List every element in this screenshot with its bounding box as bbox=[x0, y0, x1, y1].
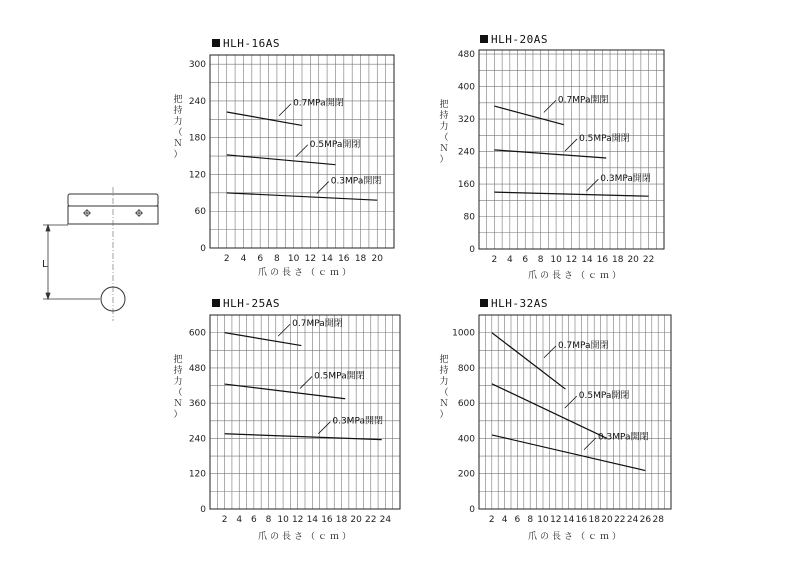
x-tick-label: 14 bbox=[562, 515, 575, 525]
x-tick-label: 16 bbox=[575, 515, 588, 525]
series-leader-line bbox=[317, 182, 329, 194]
plot-frame bbox=[210, 315, 400, 509]
x-tick-label: 16 bbox=[321, 515, 333, 525]
x-tick-label: 18 bbox=[588, 515, 600, 525]
series-leader-line bbox=[318, 422, 330, 434]
y-tick-label: 800 bbox=[457, 363, 475, 374]
series-line bbox=[225, 384, 346, 399]
y-tick-label: 320 bbox=[457, 115, 475, 126]
chart-title bbox=[212, 37, 280, 50]
series-label: 0.5MPa開閉 bbox=[578, 391, 630, 402]
y-tick-label: 160 bbox=[457, 180, 475, 191]
series-line bbox=[225, 434, 382, 440]
x-tick-label: 20 bbox=[350, 515, 362, 525]
x-tick-label: 4 bbox=[236, 515, 243, 525]
x-tick-label: 28 bbox=[652, 515, 664, 525]
y-axis-label-char: 持 bbox=[439, 366, 449, 376]
y-axis-label-char: 持 bbox=[173, 106, 183, 116]
chart-title-text: HLH-32AS bbox=[491, 297, 548, 310]
y-axis-label-char: （ bbox=[173, 388, 183, 398]
x-axis-label: 爪の長さ（ｃｍ） bbox=[258, 268, 355, 278]
series-label: 0.5MPa開閉 bbox=[314, 371, 365, 382]
series-label: 0.7MPa開閉 bbox=[557, 95, 609, 106]
series-label: 0.3MPa開閉 bbox=[330, 176, 382, 187]
x-tick-label: 6 bbox=[250, 515, 257, 525]
y-axis-label-char: 持 bbox=[439, 111, 449, 121]
series-line bbox=[492, 435, 646, 471]
x-axis-label: 爪の長さ（ｃｍ） bbox=[528, 532, 625, 542]
series-label: 0.3MPa開閉 bbox=[597, 432, 649, 443]
x-tick-label: 16 bbox=[338, 254, 350, 264]
x-tick-label: 12 bbox=[304, 254, 317, 264]
x-tick-label: 2 bbox=[221, 515, 228, 525]
series-label: 0.7MPa開閉 bbox=[292, 319, 343, 330]
series-label: 0.5MPa開閉 bbox=[579, 133, 630, 144]
y-tick-label: 200 bbox=[457, 469, 475, 480]
chart-title-text: HLH-16AS bbox=[223, 37, 280, 50]
x-tick-label: 18 bbox=[335, 515, 348, 525]
plot-frame bbox=[479, 315, 671, 509]
y-axis-label-char: （ bbox=[439, 388, 449, 398]
x-tick-label: 10 bbox=[277, 515, 289, 525]
y-axis-label-char: 力 bbox=[439, 377, 449, 387]
y-axis-label bbox=[171, 95, 185, 161]
y-tick-label: 480 bbox=[457, 50, 475, 61]
y-axis-label-text bbox=[171, 95, 185, 161]
series-leader-line bbox=[565, 139, 577, 151]
series-line bbox=[494, 106, 563, 125]
y-axis-label-char: Ｎ bbox=[439, 399, 449, 409]
x-tick-label: 26 bbox=[639, 515, 652, 525]
x-tick-label: 22 bbox=[614, 515, 626, 525]
y-tick-label: 0 bbox=[469, 245, 475, 255]
series-label: 0.7MPa開閉 bbox=[293, 98, 344, 109]
y-axis-label-char: Ｎ bbox=[439, 144, 449, 154]
gripper-dimension-drawing bbox=[38, 185, 213, 325]
x-tick-label: 12 bbox=[550, 515, 562, 525]
series-label: 0.3MPa開閉 bbox=[332, 416, 383, 427]
series-leader-line bbox=[278, 324, 290, 336]
y-tick-label: 240 bbox=[188, 434, 206, 445]
chart-title bbox=[480, 33, 548, 46]
y-axis-label-char: ） bbox=[439, 155, 449, 165]
x-tick-label: 8 bbox=[537, 255, 544, 265]
x-tick-label: 2 bbox=[223, 254, 230, 264]
series-line bbox=[225, 333, 302, 346]
series-line bbox=[494, 150, 606, 158]
y-axis-label-char: Ｎ bbox=[173, 139, 183, 149]
y-axis-label-char: 把 bbox=[439, 100, 449, 110]
x-tick-label: 4 bbox=[506, 255, 513, 265]
x-tick-label: 14 bbox=[306, 515, 319, 525]
plot-frame bbox=[210, 55, 394, 248]
title-square-marker bbox=[212, 299, 220, 307]
series-line bbox=[227, 112, 302, 125]
y-axis-label-char: 把 bbox=[173, 95, 183, 105]
x-tick-label: 4 bbox=[240, 254, 247, 264]
x-tick-label: 6 bbox=[514, 515, 521, 525]
chart-title-text: HLH-25AS bbox=[223, 297, 280, 310]
series-line bbox=[492, 384, 607, 439]
x-tick-label: 14 bbox=[321, 254, 333, 264]
x-tick-label: 24 bbox=[379, 515, 392, 525]
x-tick-label: 22 bbox=[365, 515, 377, 525]
y-axis-label-text bbox=[437, 355, 451, 421]
y-tick-label: 240 bbox=[457, 147, 475, 158]
x-tick-label: 10 bbox=[550, 255, 562, 265]
y-tick-label: 1000 bbox=[452, 328, 475, 339]
y-axis-label-char: 把 bbox=[173, 355, 183, 365]
chart-title bbox=[212, 297, 280, 310]
y-tick-label: 0 bbox=[469, 505, 475, 515]
x-tick-label: 18 bbox=[612, 255, 624, 265]
x-tick-label: 24 bbox=[626, 515, 639, 525]
y-axis-label bbox=[437, 100, 451, 166]
x-tick-label: 6 bbox=[257, 254, 264, 264]
x-tick-label: 4 bbox=[501, 515, 508, 525]
y-tick-label: 400 bbox=[457, 82, 475, 93]
series-leader-line bbox=[586, 179, 598, 191]
series-leader-line bbox=[544, 346, 556, 358]
y-axis-label-char: ） bbox=[173, 410, 183, 420]
x-tick-label: 8 bbox=[527, 515, 534, 525]
y-tick-label: 360 bbox=[188, 399, 206, 410]
x-tick-label: 10 bbox=[537, 515, 549, 525]
y-tick-label: 120 bbox=[188, 170, 206, 181]
x-tick-label: 12 bbox=[291, 515, 304, 525]
y-axis-label-char: Ｎ bbox=[173, 399, 183, 409]
x-tick-label: 8 bbox=[265, 515, 272, 525]
y-axis-label-char: 持 bbox=[173, 366, 183, 376]
x-tick-label: 22 bbox=[642, 255, 655, 265]
title-square-marker bbox=[480, 35, 488, 43]
y-axis-label-char: 力 bbox=[173, 117, 183, 127]
series-leader-line bbox=[296, 145, 308, 157]
series-line bbox=[494, 192, 648, 196]
series-leader-line bbox=[584, 438, 596, 450]
x-tick-label: 18 bbox=[354, 254, 367, 264]
series-line bbox=[227, 193, 378, 200]
y-axis-label bbox=[437, 355, 451, 421]
series-leader-line bbox=[565, 396, 577, 408]
x-tick-label: 20 bbox=[627, 255, 639, 265]
x-axis-label: 爪の長さ（ｃｍ） bbox=[528, 271, 625, 281]
y-tick-label: 480 bbox=[188, 363, 206, 374]
series-label: 0.3MPa開閉 bbox=[600, 174, 651, 185]
x-tick-label: 2 bbox=[488, 515, 495, 525]
y-tick-label: 400 bbox=[457, 434, 475, 445]
x-tick-label: 2 bbox=[491, 255, 498, 265]
x-tick-label: 20 bbox=[601, 515, 613, 525]
x-tick-label: 20 bbox=[371, 254, 383, 264]
x-tick-label: 12 bbox=[565, 255, 578, 265]
y-axis-label-char: （ bbox=[173, 128, 183, 138]
title-square-marker bbox=[212, 39, 220, 47]
y-axis-label-text bbox=[437, 100, 451, 166]
title-square-marker bbox=[480, 299, 488, 307]
series-leader-line bbox=[279, 104, 291, 116]
y-axis-label-char: （ bbox=[439, 133, 449, 143]
y-tick-label: 240 bbox=[188, 96, 206, 107]
chart-title-text: HLH-20AS bbox=[491, 33, 548, 46]
length-dimension bbox=[43, 225, 100, 299]
x-tick-label: 16 bbox=[596, 255, 609, 265]
x-tick-label: 6 bbox=[522, 255, 529, 265]
y-axis-label-char: 把 bbox=[439, 355, 449, 365]
y-axis-label-char: 力 bbox=[173, 377, 183, 387]
series-leader-line bbox=[544, 100, 556, 112]
x-tick-label: 14 bbox=[581, 255, 593, 265]
y-tick-label: 60 bbox=[194, 207, 206, 218]
series-line bbox=[492, 333, 566, 389]
series-label: 0.5MPa開閉 bbox=[309, 139, 361, 150]
y-tick-label: 120 bbox=[188, 469, 206, 480]
chart-title bbox=[480, 297, 548, 310]
y-tick-label: 300 bbox=[188, 60, 206, 71]
y-axis-label-char: ） bbox=[439, 410, 449, 420]
series-label: 0.7MPa開閉 bbox=[557, 340, 609, 351]
y-axis-label bbox=[171, 355, 185, 421]
y-tick-label: 0 bbox=[200, 505, 206, 515]
y-tick-label: 0 bbox=[200, 244, 206, 254]
plot-frame bbox=[479, 50, 664, 249]
x-tick-label: 10 bbox=[287, 254, 300, 264]
series-line bbox=[227, 155, 336, 165]
y-axis-label-char: ） bbox=[173, 150, 183, 160]
y-axis-label-char: 力 bbox=[439, 122, 449, 132]
y-tick-label: 600 bbox=[188, 328, 206, 339]
y-axis-label-text bbox=[171, 355, 185, 421]
x-tick-label: 8 bbox=[274, 254, 280, 264]
series-leader-line bbox=[300, 376, 312, 388]
y-tick-label: 180 bbox=[188, 133, 206, 144]
y-tick-label: 80 bbox=[463, 212, 475, 223]
y-tick-label: 600 bbox=[457, 399, 475, 410]
dimension-label: L bbox=[42, 259, 48, 270]
x-axis-label: 爪の長さ（ｃｍ） bbox=[258, 532, 355, 542]
